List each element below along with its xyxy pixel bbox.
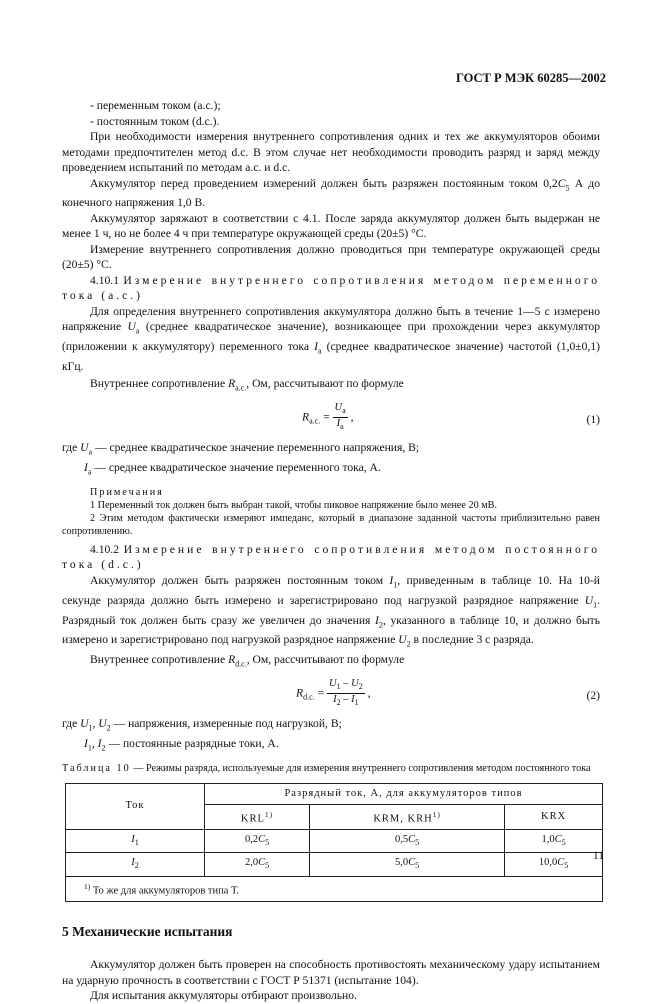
section-heading: 4.10.2 Измерение внутреннего сопротивления методом постоянного тока (d.c.): [62, 542, 600, 572]
note: 1 Переменный ток должен быть выбран такой, чтобы пиковое напряжение было менее 20 мВ.: [90, 499, 498, 511]
paragraph: Аккумулятор должен быть проверен на способность противостоять механическому удару испытанием на ударную прочность в соответствии с ГОСТ Р 51371 (испытание 104).: [62, 958, 600, 987]
table-footnote: $^{1)}$ То же для аккумуляторов типа Т.: [66, 876, 603, 901]
table-row: $I_1$ $0,2C_5$ $0,5C_5$ $1,0C_5$: [66, 829, 603, 853]
section-heading: 4.10.1 Измерение внутреннего сопротивления методом переменного тока (a.c.): [62, 273, 600, 303]
paragraph: Аккумулятор должен быть разряжен постоянным током $I_1$, приведенным в таблице 10. На 10-й секунде разряда должно быть измерено и зарегистрировано под нагрузкой разрядное напряжение $U_1$. Разрядный ток должен быть сразу же увеличен до значения $I_2$, указанного в таблице 10, и должно быть измерено и зарегистрировано под нагрузкой разрядное напряжение $U_2$ в последние 3 с разряда.: [62, 573, 600, 649]
paragraph: Измерение внутреннего сопротивления должно проводиться при температуре окружающей среды (20±5) °С.: [62, 242, 600, 272]
page-header: ГОСТ Р МЭК 60285—2002: [456, 71, 606, 85]
notes: [62, 486, 600, 538]
paragraph: Аккумулятор заряжают в соответствии с 4.1. После заряда аккумулятор должен быть выдержан не менее 1 ч, но не более 4 ч при температуре окружающей среды (20±5) °С.: [62, 211, 600, 241]
col-group: Разрядный ток, А, для аккумуляторов типов: [205, 783, 603, 804]
note: 2 Этим методом фактически измеряют импеданс, который в диапазоне заданной частоты приблизительно равен сопротивлению.: [62, 512, 600, 537]
col-krx: KRX: [505, 804, 603, 829]
paragraph: Внутреннее сопротивление $R_{d.c.}$, Ом, рассчитывают по формуле: [90, 653, 405, 669]
where-line: где $U_1$, $U_2$ — напряжения, измеренные под нагрузкой, В;: [62, 716, 342, 733]
paragraph: При необходимости измерения внутреннего сопротивления одних и тех же аккумуляторов обоими методами предпочтителен метод d.c. В этом случае нет необходимости проводить разряд и заряд между проведением испытаний по методам a.c. и d.c.: [62, 130, 600, 174]
section-5-title: 5 Механические испытания: [62, 923, 233, 939]
table-caption: Таблица 10 — Режимы разряда, используемые для измерения внутреннего сопротивления методом постоянного тока: [62, 762, 591, 774]
where-line: $I_a$ — среднее квадратическое значение переменного тока, А.: [84, 461, 381, 477]
paragraph: Внутреннее сопротивление $R_{a.c.}$, Ом, рассчитывают по формуле: [90, 377, 404, 393]
where-line: где $U_a$ — среднее квадратическое значение переменного напряжения, В;: [62, 441, 420, 457]
formula-2: $R_{d.c.}$ = $\frac{U_1 - U_2}{I_2 - I_1}$ , (2): [296, 677, 600, 708]
table-row: $I_2$ $2,0C_5$ $5,0C_5$ $10,0C_5$: [66, 853, 603, 877]
col-tok: Ток: [66, 783, 205, 829]
paragraph: Аккумулятор перед проведением измерений должен быть разряжен постоянным током $0,2C_5$ А до конечного напряжения 1,0 В.: [62, 176, 600, 210]
document-body: [62, 98, 600, 1004]
formula-1: $R_{a.c.}$ = $\frac{U_a}{I_a}$ , (1): [302, 402, 600, 432]
discharge-table: [65, 783, 603, 902]
notes-title: Примечания: [90, 486, 164, 498]
page-number: 11: [592, 849, 604, 862]
list-item: - переменным током (a.c.);: [90, 99, 221, 112]
where-line: $I_1$, $I_2$ — постоянные разрядные токи, А.: [84, 736, 279, 753]
paragraph: Для определения внутреннего сопротивления аккумулятора должно быть в течение 1—5 с измерено напряжение $U_a$ (среднее квадратическое значение), возникающее при прохождении через аккумулятор (приложении к аккумулятору) переменного тока $I_a$ (среднее квадратическое значение) частотой (1,0±0,1) кГц.: [62, 304, 600, 373]
col-krl: KRL$^{1)}$: [205, 804, 310, 829]
paragraph: Для испытания аккумуляторы отбирают произвольно.: [90, 989, 357, 1003]
col-krm: KRM, KRH$^{1)}$: [310, 804, 505, 829]
list-item: - постоянным током (d.c.).: [90, 114, 220, 128]
